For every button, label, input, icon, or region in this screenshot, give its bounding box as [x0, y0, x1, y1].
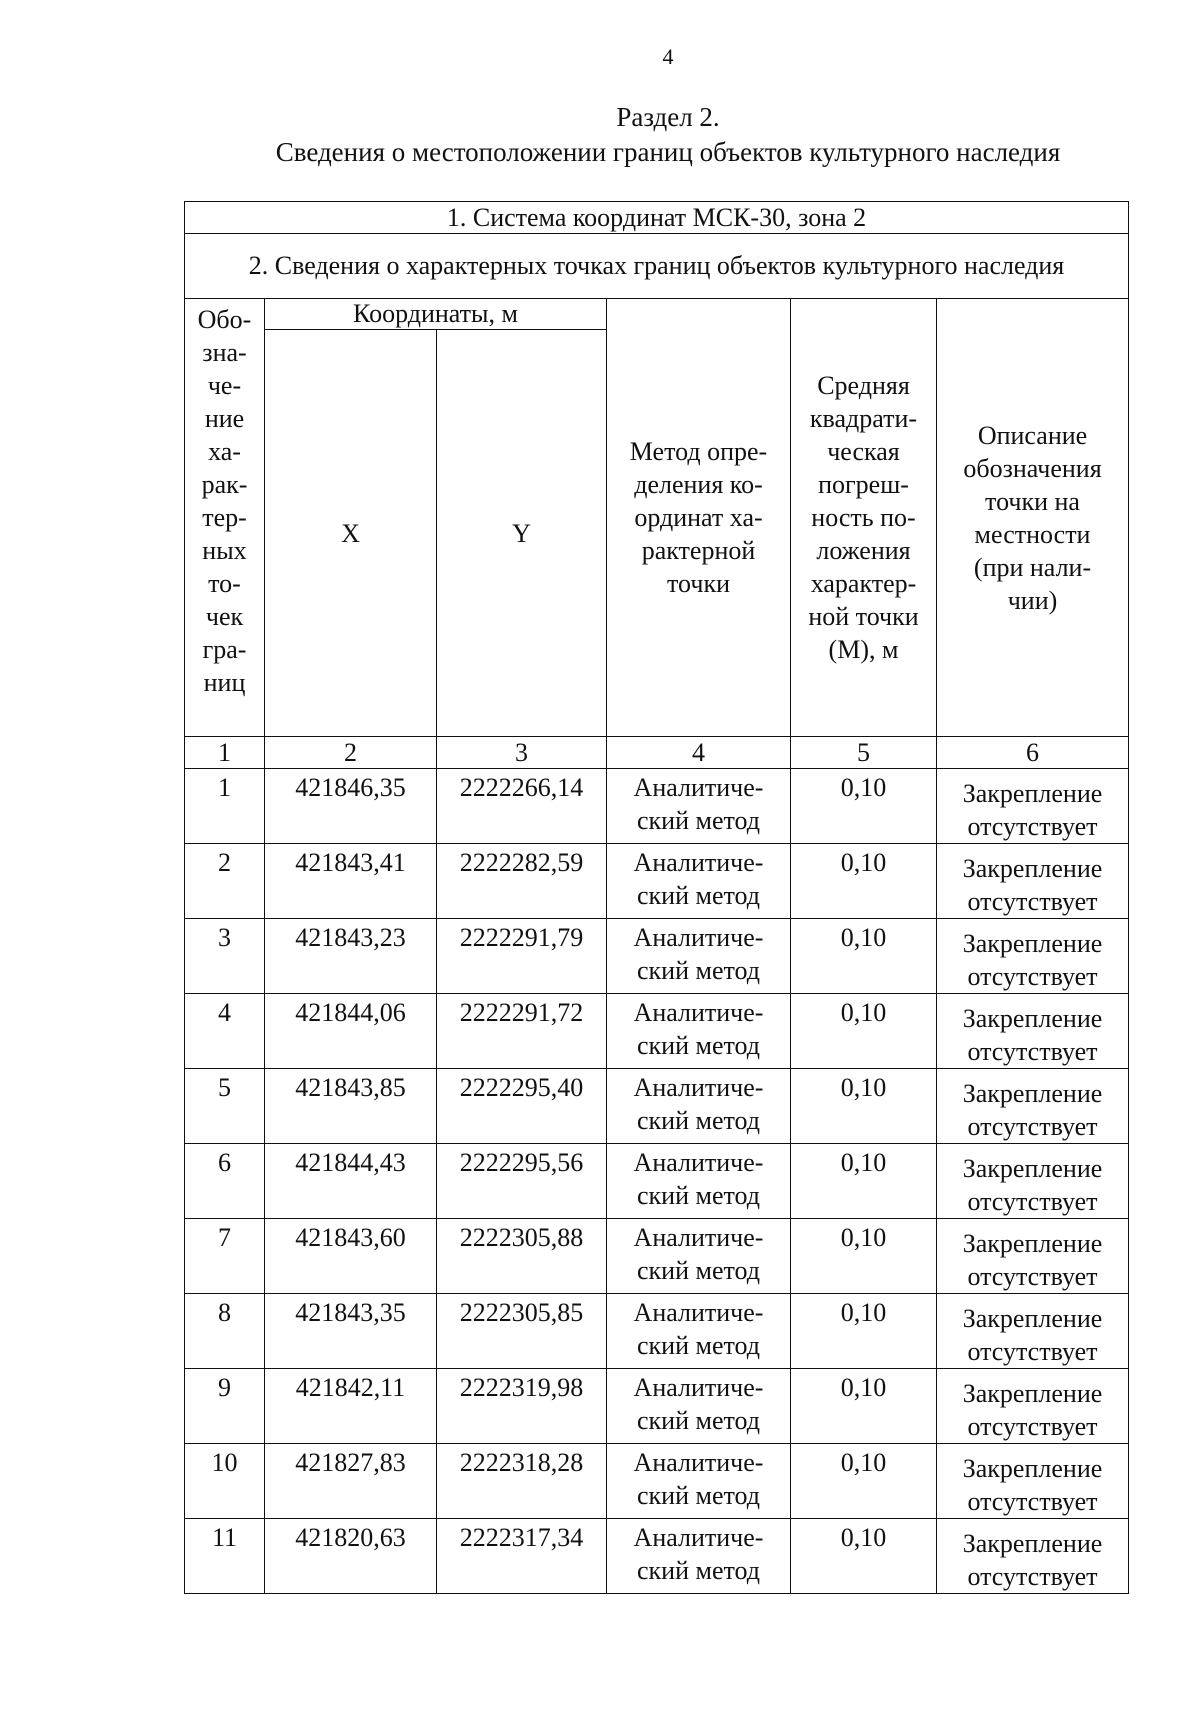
error-cell	[791, 994, 937, 1069]
point-number-cell-text: 6	[218, 1148, 231, 1177]
points-info-cell	[185, 234, 1129, 299]
points-info-text: 2. Сведения о характерных точках границ объектов культурного наследия	[248, 251, 1065, 280]
description-cell-text: Закрепление отсутствует	[962, 1529, 1103, 1591]
y-coordinate-cell-text: 2222282,59	[459, 848, 584, 877]
error-cell-text: 0,10	[840, 1148, 887, 1177]
description-cell-text: Закрепление отсутствует	[962, 1079, 1103, 1141]
table-row	[185, 1519, 1129, 1594]
point-number-cell-text: 1	[218, 773, 231, 802]
table-row	[185, 1369, 1129, 1444]
error-cell-text: 0,10	[840, 848, 887, 877]
x-coordinate-cell	[265, 1519, 437, 1594]
table-row	[185, 1219, 1129, 1294]
y-coordinate-cell-text: 2222291,79	[459, 923, 584, 952]
x-coordinate-cell-text: 421842,11	[295, 1373, 406, 1402]
table-row	[185, 994, 1129, 1069]
point-number-cell	[185, 1144, 265, 1219]
y-coordinate-cell-text: 2222295,56	[459, 1148, 584, 1177]
description-cell-text: Закрепление отсутствует	[962, 1004, 1103, 1066]
point-number-cell	[185, 1369, 265, 1444]
y-coordinate-cell	[437, 844, 607, 919]
x-coordinate-cell	[265, 769, 437, 844]
point-number-cell	[185, 1444, 265, 1519]
header-description	[937, 299, 1129, 737]
y-coordinate-cell-text: 2222291,72	[459, 998, 584, 1027]
column-number: 6	[937, 737, 1129, 769]
method-cell	[607, 1444, 791, 1519]
point-number-cell	[185, 1069, 265, 1144]
y-coordinate-cell	[437, 994, 607, 1069]
error-cell-text: 0,10	[840, 923, 887, 952]
description-cell-text: Закрепление отсутствует	[962, 1229, 1103, 1291]
y-coordinate-cell	[437, 769, 607, 844]
x-coordinate-cell-text: 421843,35	[295, 1298, 406, 1327]
point-number-cell	[185, 1219, 265, 1294]
header-method-text: Метод опре- деления ко- ординат ха- рактерной точки	[629, 437, 768, 598]
page-number: 4	[662, 44, 674, 69]
description-cell	[937, 1519, 1129, 1594]
y-coordinate-cell-text: 2222318,28	[459, 1448, 584, 1477]
description-cell	[937, 1219, 1129, 1294]
column-number: 1	[185, 737, 265, 769]
y-coordinate-cell-text: 2222319,98	[459, 1373, 584, 1402]
y-coordinate-cell	[437, 1219, 607, 1294]
description-cell	[937, 769, 1129, 844]
column-number: 2	[265, 737, 437, 769]
header-coordinates: Координаты, м	[265, 299, 607, 330]
point-number-cell-text: 11	[211, 1523, 238, 1552]
points-row	[185, 234, 1129, 299]
method-cell	[607, 1519, 791, 1594]
y-coordinate-cell	[437, 1444, 607, 1519]
error-cell-text: 0,10	[840, 1373, 887, 1402]
x-coordinate-cell	[265, 1069, 437, 1144]
description-cell	[937, 1294, 1129, 1369]
system-row	[185, 202, 1129, 234]
description-cell-text: Закрепление отсутствует	[962, 1154, 1103, 1216]
method-cell-text: Аналитиче- ский метод	[633, 1148, 764, 1210]
description-cell-text: Закрепление отсутствует	[962, 1379, 1103, 1441]
x-coordinate-cell	[265, 994, 437, 1069]
header-point-designation-text: Обо- зна- че- ние ха- рак- тер- ных то- чек гра- ниц	[197, 305, 252, 697]
method-cell	[607, 844, 791, 919]
y-coordinate-cell-text: 2222266,14	[459, 773, 584, 802]
error-cell	[791, 1144, 937, 1219]
error-cell	[791, 844, 937, 919]
method-cell-text: Аналитиче- ский метод	[633, 848, 764, 910]
y-coordinate-cell	[437, 1519, 607, 1594]
error-cell	[791, 1294, 937, 1369]
table-row	[185, 1144, 1129, 1219]
point-number-cell-text: 5	[218, 1073, 231, 1102]
point-number-cell-text: 7	[218, 1223, 231, 1252]
error-cell-text: 0,10	[840, 1448, 887, 1477]
method-cell	[607, 1294, 791, 1369]
description-cell-text: Закрепление отсутствует	[962, 1304, 1103, 1366]
method-cell	[607, 919, 791, 994]
description-cell-text: Закрепление отсутствует	[962, 1454, 1103, 1516]
header-point-designation	[185, 299, 265, 737]
x-coordinate-cell-text: 421843,60	[295, 1223, 406, 1252]
y-coordinate-cell-text: 2222295,40	[459, 1073, 584, 1102]
error-cell-text: 0,10	[840, 1523, 887, 1552]
method-cell-text: Аналитиче- ский метод	[633, 773, 764, 835]
error-cell	[791, 919, 937, 994]
table-row	[185, 844, 1129, 919]
point-number-cell-text: 10	[211, 1448, 238, 1477]
x-coordinate-cell	[265, 919, 437, 994]
error-cell-text: 0,10	[840, 1073, 887, 1102]
description-cell	[937, 994, 1129, 1069]
error-cell-text: 0,10	[840, 1298, 887, 1327]
point-number-cell	[185, 844, 265, 919]
error-cell-text: 0,10	[840, 1223, 887, 1252]
method-cell-text: Аналитиче- ский метод	[633, 923, 764, 985]
description-cell	[937, 1144, 1129, 1219]
point-number-cell-text: 2	[218, 848, 231, 877]
error-cell	[791, 1369, 937, 1444]
header-method	[607, 299, 791, 737]
error-cell	[791, 1219, 937, 1294]
x-coordinate-cell-text: 421843,85	[295, 1073, 406, 1102]
method-cell-text: Аналитиче- ский метод	[633, 1073, 764, 1135]
point-number-cell	[185, 1519, 265, 1594]
column-number: 5	[791, 737, 937, 769]
point-number-cell	[185, 994, 265, 1069]
error-cell-text: 0,10	[840, 773, 887, 802]
table-row	[185, 919, 1129, 994]
column-number-row	[185, 737, 1129, 769]
x-coordinate-cell	[265, 844, 437, 919]
y-coordinate-cell-text: 2222305,88	[459, 1223, 584, 1252]
point-number-cell-text: 4	[218, 998, 231, 1027]
x-coordinate-cell-text: 421827,83	[295, 1448, 406, 1477]
x-coordinate-cell-text: 421846,35	[295, 773, 406, 802]
method-cell	[607, 1219, 791, 1294]
description-cell	[937, 919, 1129, 994]
y-coordinate-cell	[437, 1144, 607, 1219]
method-cell-text: Аналитиче- ский метод	[633, 1373, 764, 1435]
point-number-cell-text: 3	[218, 923, 231, 952]
column-number: 3	[437, 737, 607, 769]
error-cell	[791, 1069, 937, 1144]
y-coordinate-cell	[437, 1294, 607, 1369]
x-coordinate-cell-text: 421843,23	[295, 923, 406, 952]
error-cell-text: 0,10	[840, 998, 887, 1027]
method-cell-text: Аналитиче- ский метод	[633, 1298, 764, 1360]
description-cell-text: Закрепление отсутствует	[962, 929, 1103, 991]
x-coordinate-cell	[265, 1369, 437, 1444]
table-row	[185, 1069, 1129, 1144]
method-cell	[607, 1369, 791, 1444]
section-subtitle: Сведения о местоположении границ объектов культурного наследия	[275, 137, 1061, 167]
x-coordinate-cell	[265, 1294, 437, 1369]
table-body	[185, 202, 1129, 1594]
x-coordinate-cell-text: 421843,41	[295, 848, 406, 877]
coordinate-system-cell: 1. Система координат МСК-30, зона 2	[185, 202, 1129, 234]
description-cell	[937, 1069, 1129, 1144]
method-cell-text: Аналитиче- ский метод	[633, 1523, 764, 1585]
header-error-text: Средняя квадрати- ческая погреш- ность по- ложения характер- ной точки (М), м	[808, 371, 919, 664]
error-cell	[791, 1519, 937, 1594]
boundary-points-table	[184, 201, 1129, 1594]
x-coordinate-cell	[265, 1219, 437, 1294]
x-coordinate-cell	[265, 1144, 437, 1219]
point-number-cell	[185, 919, 265, 994]
table-row	[185, 769, 1129, 844]
y-coordinate-cell-text: 2222305,85	[459, 1298, 584, 1327]
table-row	[185, 1294, 1129, 1369]
table-row	[185, 1444, 1129, 1519]
y-coordinate-cell	[437, 919, 607, 994]
description-cell-text: Закрепление отсутствует	[962, 854, 1103, 916]
point-number-cell	[185, 769, 265, 844]
x-coordinate-cell-text: 421820,63	[295, 1523, 406, 1552]
method-cell	[607, 1144, 791, 1219]
description-cell	[937, 844, 1129, 919]
method-cell	[607, 1069, 791, 1144]
header-x: X	[265, 330, 437, 737]
description-cell	[937, 1369, 1129, 1444]
x-coordinate-cell-text: 421844,43	[295, 1148, 406, 1177]
y-coordinate-cell-text: 2222317,34	[459, 1523, 584, 1552]
column-number: 4	[607, 737, 791, 769]
y-coordinate-cell	[437, 1069, 607, 1144]
method-cell-text: Аналитиче- ский метод	[633, 998, 764, 1060]
section-title: Раздел 2.	[616, 102, 720, 132]
error-cell	[791, 769, 937, 844]
description-cell-text: Закрепление отсутствует	[962, 779, 1103, 841]
header-error	[791, 299, 937, 737]
description-cell	[937, 1444, 1129, 1519]
header-y: Y	[437, 330, 607, 737]
y-coordinate-cell	[437, 1369, 607, 1444]
point-number-cell-text: 8	[218, 1298, 231, 1327]
point-number-cell	[185, 1294, 265, 1369]
method-cell-text: Аналитиче- ский метод	[633, 1448, 764, 1510]
method-cell-text: Аналитиче- ский метод	[633, 1223, 764, 1285]
header-description-text: Описание обозначения точки на местности (при нали- чии)	[963, 420, 1102, 615]
method-cell	[607, 994, 791, 1069]
x-coordinate-cell	[265, 1444, 437, 1519]
point-number-cell-text: 9	[218, 1373, 231, 1402]
error-cell	[791, 1444, 937, 1519]
x-coordinate-cell-text: 421844,06	[295, 998, 406, 1027]
header-row-1	[185, 299, 1129, 330]
method-cell	[607, 769, 791, 844]
